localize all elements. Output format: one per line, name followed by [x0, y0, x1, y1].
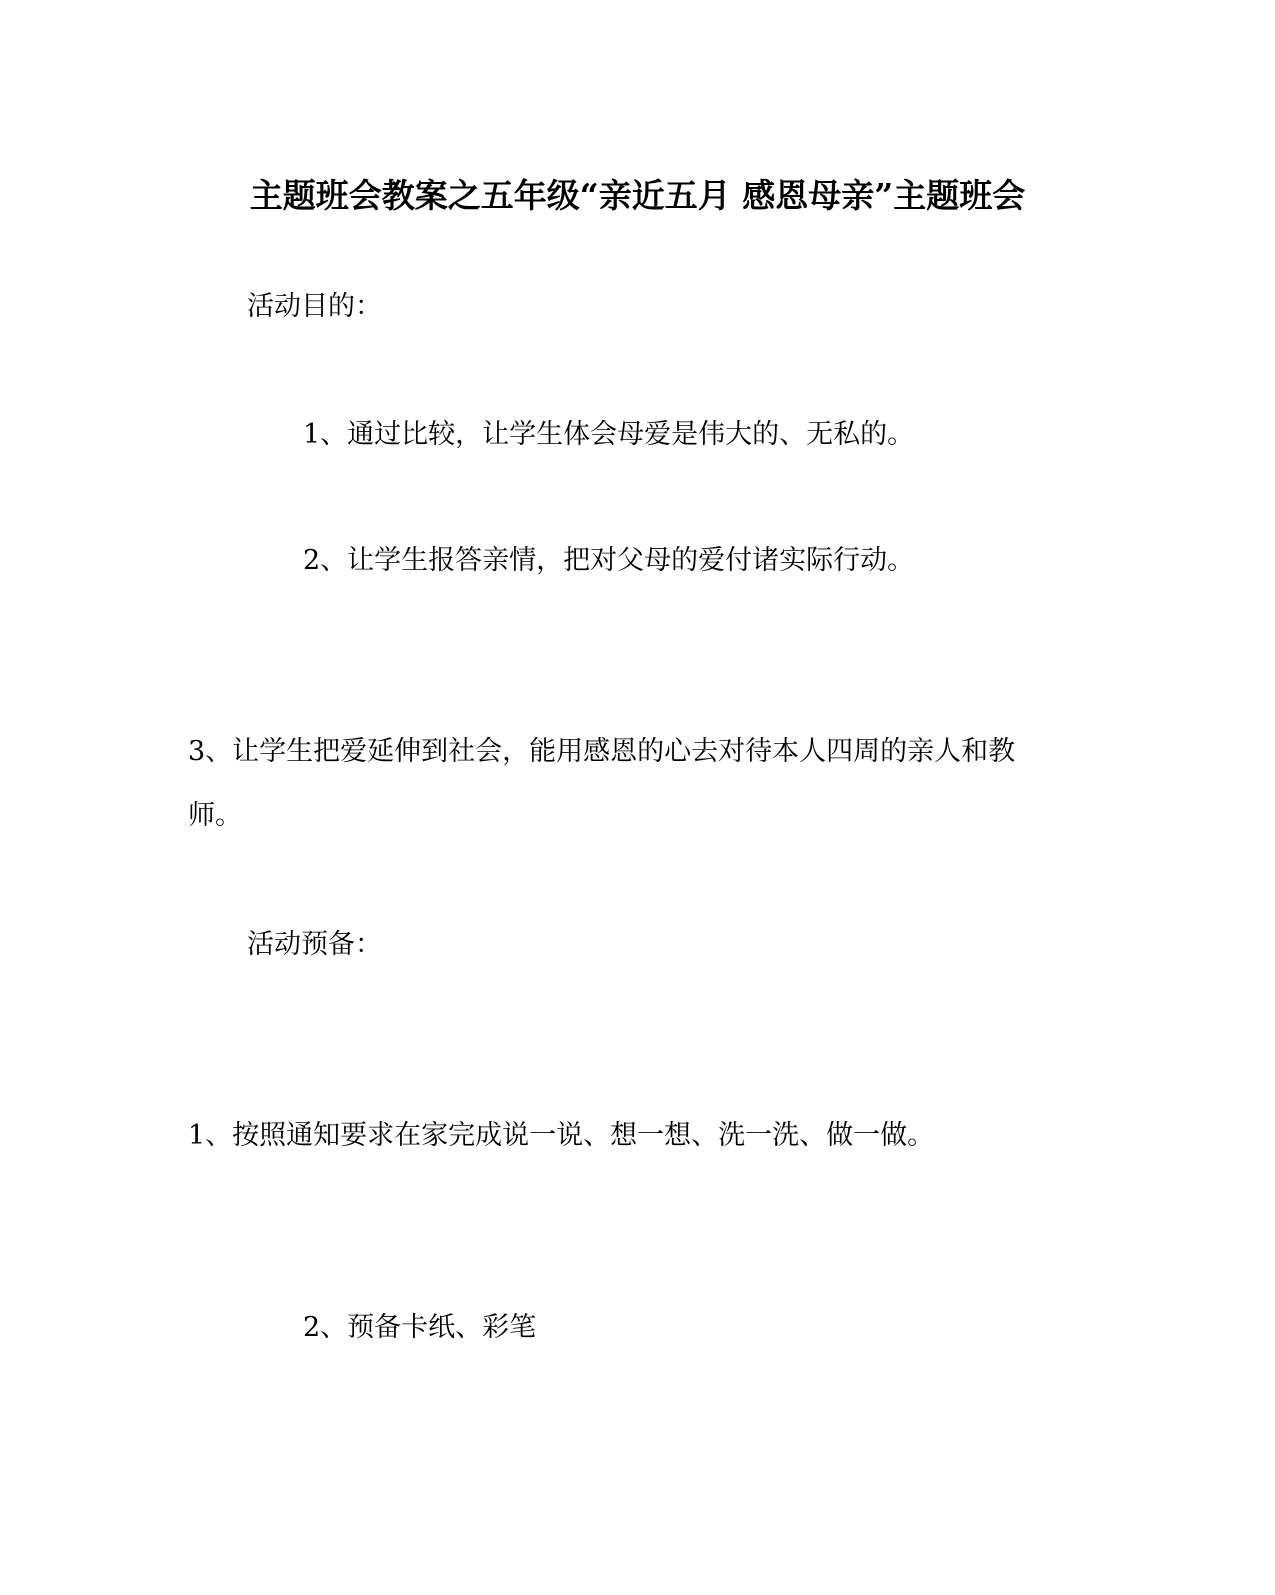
objective-item-3: 3、让学生把爱延伸到社会，能用感恩的心去对待本人四周的亲人和教 — [188, 736, 1016, 767]
document-title: 主题班会教案之五年级“亲近五月 感恩母亲”主题班会 — [249, 176, 1026, 215]
preparation-item-1: 1、按照通知要求在家完成说一说、想一想、洗一洗、做一做。 — [188, 1120, 935, 1151]
objective-item-1: 1、通过比较，让学生体会母爱是伟大的、无私的。 — [303, 419, 915, 450]
objective-item-2: 2、让学生报答亲情，把对父母的爱付诸实际行动。 — [303, 545, 915, 576]
preparation-item-2: 2、预备卡纸、彩笔 — [303, 1312, 537, 1343]
objective-item-3-continuation: 师。 — [188, 800, 242, 831]
section-heading-preparation: 活动预备： — [247, 929, 382, 960]
section-heading-objectives: 活动目的： — [247, 291, 382, 322]
